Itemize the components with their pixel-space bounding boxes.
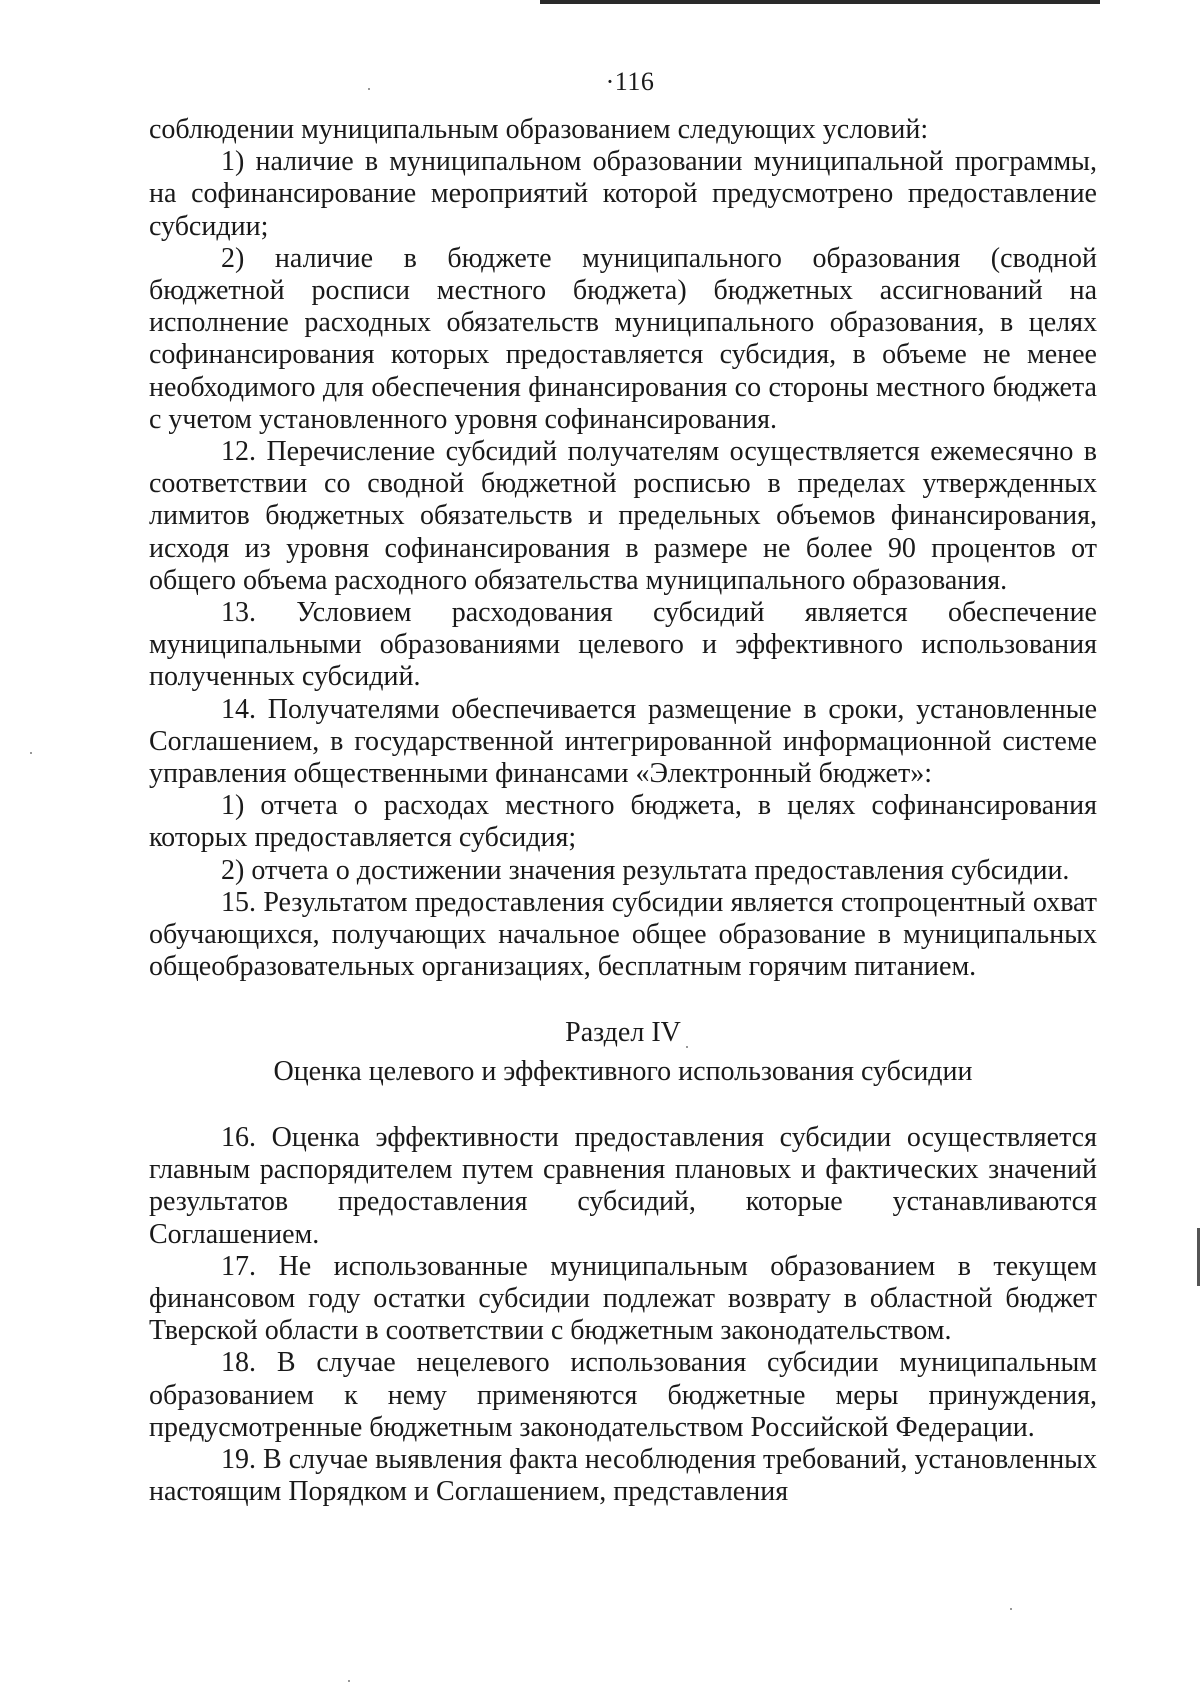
paragraph-condition-1: 1) наличие в муниципальном образовании муниципальной программы, на софинансирование мероприятий которой предусмотрено предоставление субсидии;	[149, 146, 1097, 242]
paragraph-15: 15. Результатом предоставления субсидии является стопроцентный охват обучающихся, получающих начальное общее образование в муниципальных общеобразовательных организациях, бесплатным горячим питанием.	[149, 886, 1097, 983]
paragraph-12: 12. Перечисление субсидий получателям осуществляется ежемесячно в соответствии со сводной бюджетной росписью в пределах утвержденных лимитов бюджетных обязательств и предельных объемов финансирования, исходя из уровня софинансирования в размере не более 90 процентов от общего объема расходного обязательства муниципального образования.	[149, 436, 1097, 596]
document-body	[149, 114, 1097, 1508]
paragraph-13: 13. Условием расходования субсидий является обеспечение муниципальными образованиями целевого и эффективного использования полученных субсидий.	[149, 597, 1097, 693]
paragraph-18: 18. В случае нецелевого использования субсидии муниципальным образованием к нему применяются бюджетные меры принуждения, предусмотренные бюджетным законодательством Российской Федерации.	[149, 1347, 1097, 1443]
paragraph-14-item-2: 2) отчета о достижении значения результата предоставления субсидии.	[221, 854, 1070, 886]
paragraph-14: 14. Получателями обеспечивается размещение в сроки, установленные Соглашением, в государственной интегрированной информационной системе управления общественными финансами «Электронный бюджет»:	[149, 693, 1097, 790]
scan-speck	[348, 1680, 350, 1682]
page-number: ·116	[605, 67, 655, 96]
scan-speck	[30, 752, 32, 754]
scan-top-edge	[540, 0, 1100, 4]
paragraph-continuation: соблюдении муниципальным образованием следующих условий:	[149, 114, 929, 145]
paragraph-16: 16. Оценка эффективности предоставления субсидии осуществляется главным распорядителем путем сравнения плановых и фактических значений результатов предоставления субсидий, которые устанавливаются Соглашением.	[149, 1121, 1097, 1250]
scan-speck	[368, 88, 370, 90]
paragraph-19: 19. В случае выявления факта несоблюдения требований, установленных настоящим Порядком и Соглашением, представления	[149, 1443, 1097, 1508]
section-number: Раздел IV	[565, 1017, 681, 1049]
paragraph-17: 17. Не использованные муниципальным образованием в текущем финансовом году остатки субсидии подлежат возврату в областной бюджет Тверской области в соответствии с бюджетным законодательством.	[149, 1250, 1097, 1347]
paragraph-condition-2: 2) наличие в бюджете муниципального образования (сводной бюджетной росписи местного бюджета) бюджетных ассигнований на исполнение расходных обязательств муниципального образования, в целях софинансирования которых предоставляется субсидия, в объеме не менее необходимого для обеспечения финансирования со стороны местного бюджета с учетом установленного уровня софинансирования.	[149, 242, 1097, 435]
scan-speck	[1010, 1608, 1012, 1610]
paragraph-14-item-1: 1) отчета о расходах местного бюджета, в целях софинансирования которых предоставляется субсидия;	[149, 790, 1097, 854]
scan-speck	[686, 1046, 688, 1048]
section-title: Оценка целевого и эффективного использования субсидии	[273, 1055, 973, 1087]
